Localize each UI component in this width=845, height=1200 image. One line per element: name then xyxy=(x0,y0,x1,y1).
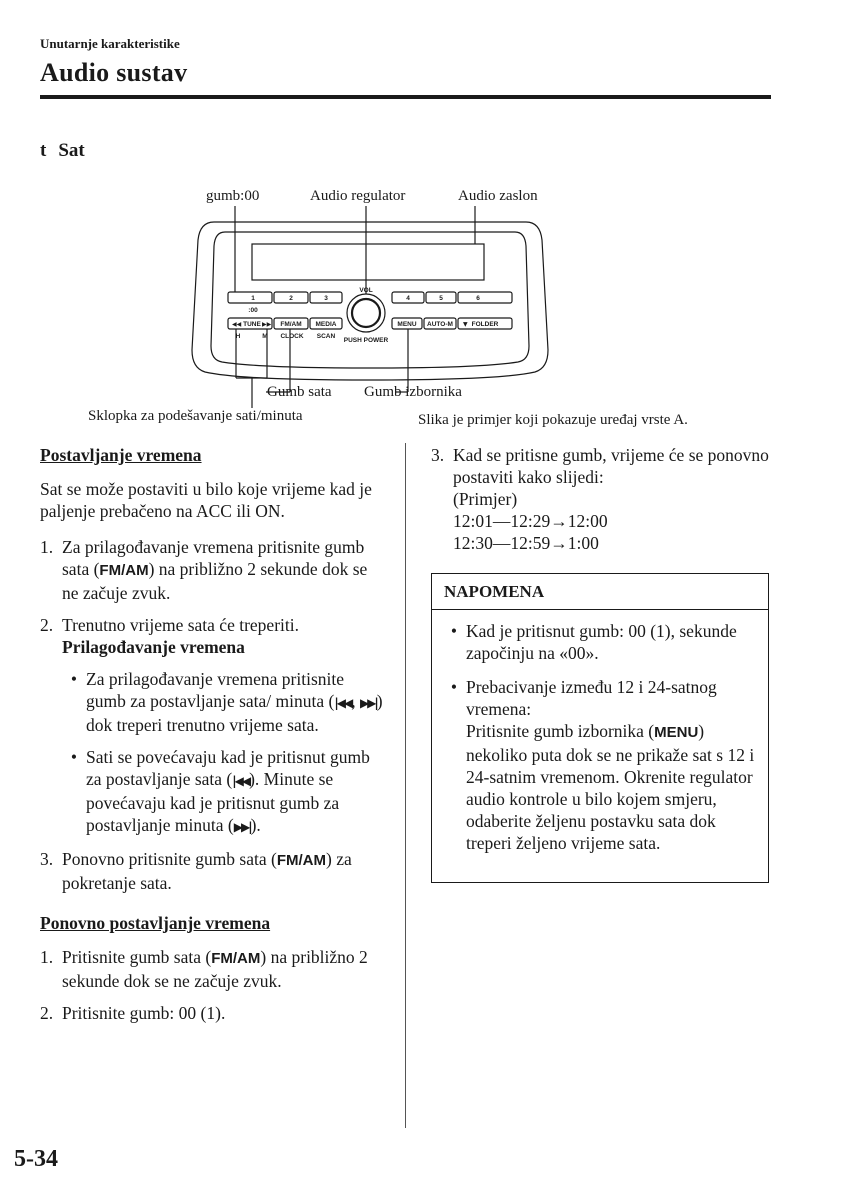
adjust-bullet-1: • Za prilagođavanje vremena pritisnite gumb za postavljanje sata/ minuta (|◀◀, ▶▶|) dok treperi trenutno vrijeme sata. xyxy=(70,669,383,735)
step-number: 2. xyxy=(40,615,54,635)
step-number: 2. xyxy=(40,1003,54,1023)
seek-forward-icon: ▶▶| xyxy=(359,696,377,710)
step-number: 1. xyxy=(40,537,54,557)
time-example-1: 12:01—12:29→12:00 xyxy=(453,511,608,531)
adjust-bullet-2: • Sati se povećavaju kad je pritisnut gumb za postavljanje sata (|◀◀). Minute se povećavaju kad je pritisnut gumb za postavljanje minuta (▶▶|). xyxy=(70,747,370,835)
reset-step-3 xyxy=(431,444,771,554)
page-number: 5-34 xyxy=(14,1146,58,1172)
step-number: 1. xyxy=(40,947,54,967)
m-label: M xyxy=(262,333,268,340)
preset-label-3: 3 xyxy=(324,295,328,302)
seek-back-icon: |◀◀ xyxy=(334,696,352,710)
setting-time-intro: Sat se može postaviti u bilo koje vrijeme kad je paljenje prebačeno na ACC ili ON. xyxy=(40,479,372,521)
preset-label-6: 6 xyxy=(476,295,480,302)
menu-label: MENU xyxy=(397,321,417,328)
callout-hour-minute-switch: Sklopka za podešavanje sati/minuta xyxy=(88,408,303,424)
push-power-label: PUSH POWER xyxy=(343,337,389,344)
right-column xyxy=(431,444,771,564)
seek-back-icon: |◀◀ xyxy=(232,774,250,788)
folder-down-icon: ▼ xyxy=(463,321,468,328)
preset-label-4: 4 xyxy=(406,295,410,302)
preset-label-1: 1 xyxy=(251,295,255,302)
callout-menu-button: Gumb izbornika xyxy=(364,384,462,400)
seek-forward-icon: ▶▶| xyxy=(233,820,251,834)
callout-audio-display: Audio zaslon xyxy=(458,188,538,204)
reset-step-1 xyxy=(40,946,385,992)
note-item-2: • Prebacivanje između 12 i 24-satnog vremena: Pritisnite gumb izbornika (MENU) nekoliko puta dok se ne prikaže sat s 12 i 24-satnim vremenom. Okrenite regulator audio kontrole u bilo kojem smjeru, odaberite željenu postavku sata dok treperi željeno vrijeme sata. xyxy=(450,677,755,853)
volume-knob-inner xyxy=(352,299,380,327)
reset-step-2 xyxy=(40,1002,385,1024)
step-text: Pritisnite gumb sata (FM/AM) na približno 2 sekunde dok se ne začuje zvuk. xyxy=(62,947,368,991)
fm-am-button-ref: FM/AM xyxy=(99,562,149,579)
preset-label-2: 2 xyxy=(289,295,293,302)
preset-button-6 xyxy=(458,292,512,303)
bezel-outer xyxy=(192,222,548,380)
figure-caption: Slika je primjer koji pokazuje uređaj vrste A. xyxy=(418,412,688,428)
left-column xyxy=(40,444,385,1034)
subsection-bullet: t xyxy=(40,140,47,161)
folder-label: FOLDER xyxy=(471,321,499,328)
note-item-1: • Kad je pritisnut gumb: 00 (1), sekunde započinju na «00». xyxy=(450,621,737,663)
step-text: Kad se pritisne gumb, vrijeme će se ponovno postaviti kako slijedi: (Primjer) 12:01—12:29→12:00 12:30—12:59→1:00 xyxy=(453,444,771,554)
step-text: Trenutno vrijeme sata će treperiti. Prilagođavanje vremena • Za prilagođavanje vremena pritisnite gumb za postavljanje sata/ minuta (|◀◀, ▶▶|) dok treperi trenutno vrijeme sata. • Sati se povećavaju kad je pritisnut gumb za postavljanje sata (|◀◀). Minute se povećavaju kad je pritisnut gumb za postavljanje minuta (▶▶|). xyxy=(62,614,385,838)
audio-unit-figure xyxy=(0,0,845,440)
setting-step-2 xyxy=(40,614,385,838)
fm-am-button-ref: FM/AM xyxy=(211,950,261,967)
step-text: Pritisnite gumb: 00 (1). xyxy=(62,1003,226,1023)
note-title: NAPOMENA xyxy=(432,574,768,610)
step-number: 3. xyxy=(431,445,445,465)
h-label: H xyxy=(235,333,241,340)
subsection-title: Sat xyxy=(58,140,85,161)
scan-label: SCAN xyxy=(316,333,336,340)
audio-display-screen xyxy=(252,244,484,280)
setting-step-3 xyxy=(40,848,385,894)
page-title: Audio sustav xyxy=(40,58,188,87)
reset-time-heading: Ponovno postavljanje vremena xyxy=(40,913,271,933)
preset-sub-label: :00 xyxy=(248,307,258,314)
note-box xyxy=(431,573,769,883)
section-kicker: Unutarnje karakteristike xyxy=(40,36,180,51)
fm-am-button-ref: FM/AM xyxy=(276,852,327,869)
adjust-time-subheading: Prilagođavanje vremena xyxy=(62,637,245,657)
step-text: Za prilagođavanje vremena pritisnite gumb sata (FM/AM) na približno 2 sekunde dok se ne začuje zvuk. xyxy=(62,537,368,603)
callout-audio-regulator: Audio regulator xyxy=(310,188,406,204)
step-text: Ponovno pritisnite gumb sata (FM/AM) za pokretanje sata. xyxy=(62,849,352,893)
setting-time-heading: Postavljanje vremena xyxy=(40,445,202,465)
media-label: MEDIA xyxy=(315,321,337,328)
time-example-2: 12:30—12:59→1:00 xyxy=(453,533,599,553)
fm-am-label: FM/AM xyxy=(280,321,302,328)
callout-clock-button: Gumb sata xyxy=(267,384,332,400)
column-divider xyxy=(405,443,406,1128)
step-number: 3. xyxy=(40,849,54,869)
vol-label: VOL xyxy=(359,287,373,294)
setting-step-1 xyxy=(40,536,385,604)
clock-label: CLOCK xyxy=(280,333,304,340)
preset-button-1 xyxy=(228,292,272,303)
tune-label: TUNE xyxy=(243,321,261,328)
tune-next-icon: ▶▶ xyxy=(262,321,272,328)
auto-m-label: AUTO-M xyxy=(427,321,453,328)
menu-button-ref: MENU xyxy=(654,724,699,741)
preset-label-5: 5 xyxy=(439,295,443,302)
callout-button-00: gumb:00 xyxy=(206,188,260,204)
tune-prev-icon: ◀◀ xyxy=(232,321,242,328)
